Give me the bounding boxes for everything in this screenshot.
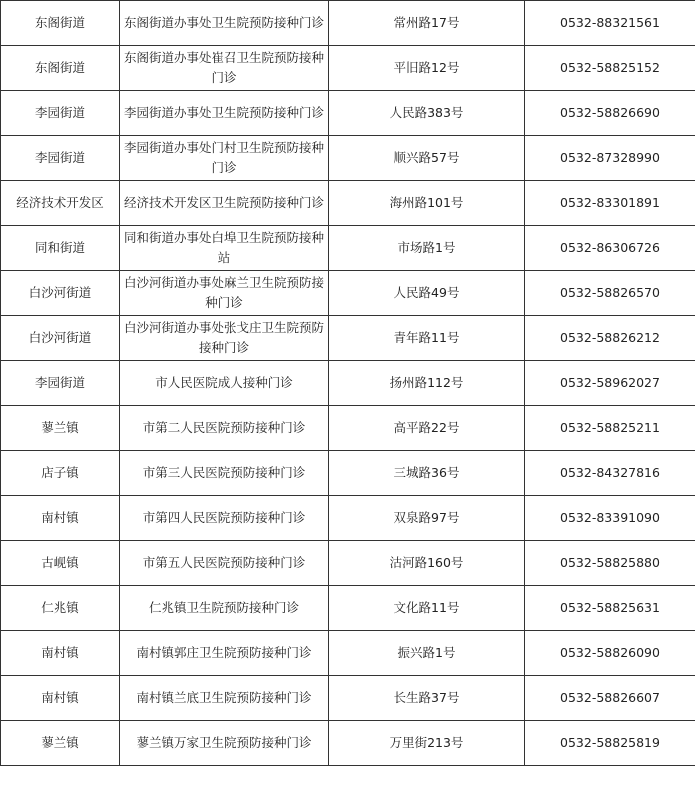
table-row — [1, 271, 695, 316]
clinic-name-cell: 市第二人民医院预防接种门诊 — [120, 406, 329, 451]
clinic-name-cell: 同和街道办事处白埠卫生院预防接种站 — [120, 226, 329, 271]
address-cell: 扬州路112号 — [329, 361, 525, 406]
phone-cell: 0532-88321561 — [525, 1, 695, 46]
street-cell: 南村镇 — [1, 631, 120, 676]
street-cell: 蓼兰镇 — [1, 406, 120, 451]
clinic-name-cell: 白沙河街道办事处张戈庄卫生院预防接种门诊 — [120, 316, 329, 361]
clinic-name-cell: 经济技术开发区卫生院预防接种门诊 — [120, 181, 329, 226]
table-row — [1, 676, 695, 721]
address-cell: 双泉路97号 — [329, 496, 525, 541]
clinic-name-cell: 东阁街道办事处崔召卫生院预防接种门诊 — [120, 46, 329, 91]
phone-cell: 0532-83301891 — [525, 181, 695, 226]
phone-cell: 0532-58825880 — [525, 541, 695, 586]
street-cell: 白沙河街道 — [1, 271, 120, 316]
table-row — [1, 631, 695, 676]
street-cell: 东阁街道 — [1, 1, 120, 46]
clinic-name-cell: 李园街道办事处门村卫生院预防接种门诊 — [120, 136, 329, 181]
clinic-name-cell: 白沙河街道办事处麻兰卫生院预防接种门诊 — [120, 271, 329, 316]
address-cell: 长生路37号 — [329, 676, 525, 721]
table-row — [1, 721, 695, 766]
table-row — [1, 361, 695, 406]
phone-cell: 0532-58825819 — [525, 721, 695, 766]
clinic-name-cell: 市第三人民医院预防接种门诊 — [120, 451, 329, 496]
table-row — [1, 226, 695, 271]
clinic-name-cell: 蓼兰镇万家卫生院预防接种门诊 — [120, 721, 329, 766]
clinic-name-cell: 李园街道办事处卫生院预防接种门诊 — [120, 91, 329, 136]
street-cell: 仁兆镇 — [1, 586, 120, 631]
phone-cell: 0532-87328990 — [525, 136, 695, 181]
phone-cell: 0532-58826690 — [525, 91, 695, 136]
clinic-name-cell: 市第四人民医院预防接种门诊 — [120, 496, 329, 541]
phone-cell: 0532-83391090 — [525, 496, 695, 541]
clinic-name-cell: 南村镇郭庄卫生院预防接种门诊 — [120, 631, 329, 676]
clinic-name-cell: 南村镇兰底卫生院预防接种门诊 — [120, 676, 329, 721]
phone-cell: 0532-58825631 — [525, 586, 695, 631]
phone-cell: 0532-86306726 — [525, 226, 695, 271]
street-cell: 南村镇 — [1, 496, 120, 541]
address-cell: 振兴路1号 — [329, 631, 525, 676]
street-cell: 李园街道 — [1, 136, 120, 181]
clinic-name-cell: 市人民医院成人接种门诊 — [120, 361, 329, 406]
street-cell: 白沙河街道 — [1, 316, 120, 361]
phone-cell: 0532-58962027 — [525, 361, 695, 406]
address-cell: 三城路36号 — [329, 451, 525, 496]
address-cell: 沽河路160号 — [329, 541, 525, 586]
address-cell: 顺兴路57号 — [329, 136, 525, 181]
table-row — [1, 541, 695, 586]
street-cell: 李园街道 — [1, 361, 120, 406]
table-row — [1, 406, 695, 451]
street-cell: 经济技术开发区 — [1, 181, 120, 226]
phone-cell: 0532-84327816 — [525, 451, 695, 496]
address-cell: 平旧路12号 — [329, 46, 525, 91]
address-cell: 万里街213号 — [329, 721, 525, 766]
address-cell: 人民路383号 — [329, 91, 525, 136]
address-cell: 市场路1号 — [329, 226, 525, 271]
clinic-name-cell: 仁兆镇卫生院预防接种门诊 — [120, 586, 329, 631]
address-cell: 人民路49号 — [329, 271, 525, 316]
street-cell: 南村镇 — [1, 676, 120, 721]
phone-cell: 0532-58826607 — [525, 676, 695, 721]
address-cell: 文化路11号 — [329, 586, 525, 631]
street-cell: 同和街道 — [1, 226, 120, 271]
address-cell: 高平路22号 — [329, 406, 525, 451]
table-row — [1, 1, 695, 46]
phone-cell: 0532-58826570 — [525, 271, 695, 316]
table-row — [1, 316, 695, 361]
street-cell: 李园街道 — [1, 91, 120, 136]
table-row — [1, 136, 695, 181]
address-cell: 海州路101号 — [329, 181, 525, 226]
phone-cell: 0532-58825211 — [525, 406, 695, 451]
table-body — [1, 1, 695, 766]
address-cell: 常州路17号 — [329, 1, 525, 46]
street-cell: 东阁街道 — [1, 46, 120, 91]
table-row — [1, 586, 695, 631]
phone-cell: 0532-58825152 — [525, 46, 695, 91]
table-row — [1, 91, 695, 136]
clinic-name-cell: 市第五人民医院预防接种门诊 — [120, 541, 329, 586]
address-cell: 青年路11号 — [329, 316, 525, 361]
table-row — [1, 451, 695, 496]
street-cell: 蓼兰镇 — [1, 721, 120, 766]
table-row — [1, 496, 695, 541]
street-cell: 店子镇 — [1, 451, 120, 496]
phone-cell: 0532-58826212 — [525, 316, 695, 361]
table-row — [1, 181, 695, 226]
table-row — [1, 46, 695, 91]
street-cell: 古岘镇 — [1, 541, 120, 586]
phone-cell: 0532-58826090 — [525, 631, 695, 676]
clinic-name-cell: 东阁街道办事处卫生院预防接种门诊 — [120, 1, 329, 46]
